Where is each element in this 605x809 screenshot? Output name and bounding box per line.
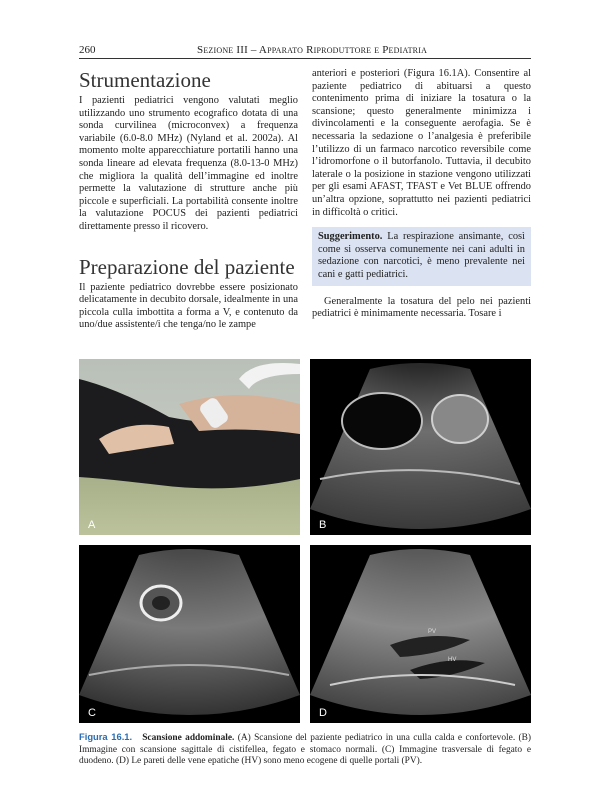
heading-preparazione: Preparazione del paziente xyxy=(79,254,295,279)
heading-strumentazione: Strumentazione xyxy=(79,68,211,92)
paragraph-preparazione: Il paziente pediatrico dovrebbe essere posizionato delicatamente in decubito dorsale, idealmente in una piccola culla imbottita a forma a V, e contenuto da uno/due assistente/i che tenga/no le zampe xyxy=(79,281,298,331)
ultrasound-image-b xyxy=(310,359,531,535)
caption-text: (A) Scansione del paziente pediatrico in una culla calda e confortevole. (B) Immagine con scansione sagittale di cistifellea, fegato e stomaco normali. (C) Immagine trasversale di fegato e duodeno. (D) Le pareti delle vene epatiche (HV) sono meno ecogene di quelle portali (PV). xyxy=(79,733,532,767)
caption-number: Figura 16.1. xyxy=(79,731,133,742)
header-rule xyxy=(79,58,531,59)
ultrasound-image-d xyxy=(310,545,531,723)
panel-label-b: B xyxy=(319,519,327,531)
ultrasound-image-c xyxy=(79,545,300,723)
running-header xyxy=(79,44,531,58)
left-column xyxy=(79,68,298,332)
panel-label-d: D xyxy=(319,707,327,719)
caption-title: Scansione addominale. xyxy=(142,733,235,743)
tip-label: Suggerimento. xyxy=(318,231,383,243)
right-column xyxy=(312,68,531,321)
scanning-photo xyxy=(79,359,300,535)
figure-16-1 xyxy=(79,359,531,723)
annotation-hv: HV xyxy=(448,657,457,663)
annotation-pv: PV xyxy=(428,629,437,635)
ultrasound-panel-b xyxy=(310,359,531,535)
paragraph-strumentazione: I pazienti pediatrici vengono valutati meglio utilizzando uno strumento ecografico dotata di una sonda curvilinea (microconvex) a frequenza variabile (6.0-8.0 MHz) (Nyland et al. 2002a). Al momento molte apparecchiature portatili hanno una sonda lineare ad elevata frequenza (8.0-13-0 MHz) che migliora la qualità dell’immagine ed inoltre permette la valutazione di strutture anche più piccole e superficiali. La portabilità consente inoltre la valutazione POCUS dei pazienti pediatrici direttamente presso il ricovero. xyxy=(79,95,298,232)
panel-label-a: A xyxy=(88,519,96,531)
paragraph-continuation: anteriori e posteriori (Figura 16.1A). Consentire al paziente pediatrico di abituarsi a questo contenimento prima di iniziare la tosatura o la scansione; questo generalmente minimizza i divincolamenti e la conseguente aerofagia. Se è necessaria la sedazione o l’analgesia è preferibile l’utilizzo di un farmaco narcotico reversibile come l’idromorfone o il butorfanolo. Tuttavia, il decubito laterale o la posizione in stazione vengono utilizzati per gli esami AFAST, TFAST e Vet BLUE offrendo un’altra opzione, soprattutto nei pazienti pediatrici in difficoltà o critici. xyxy=(312,68,531,218)
ultrasound-panel-c xyxy=(79,545,300,723)
panel-label-c: C xyxy=(88,707,96,719)
photo-panel-a xyxy=(79,359,300,535)
figure-caption xyxy=(79,731,531,768)
section-title: Sezione III – Apparato Riproduttore e Pediatria xyxy=(197,44,428,56)
ultrasound-panel-d xyxy=(310,545,531,723)
tip-box xyxy=(312,227,531,285)
paragraph-tosatura: Generalmente la tosatura del pelo nei pazienti pediatrici è minimamente necessaria. Tosare i xyxy=(312,295,531,320)
tip-text: La respirazione ansimante, così come si osserva comunemente nei cani adulti in sedazione con narcotici, è meno prevalente nei cani e gatti pediatrici. xyxy=(318,231,525,280)
page-number: 260 xyxy=(79,44,96,56)
